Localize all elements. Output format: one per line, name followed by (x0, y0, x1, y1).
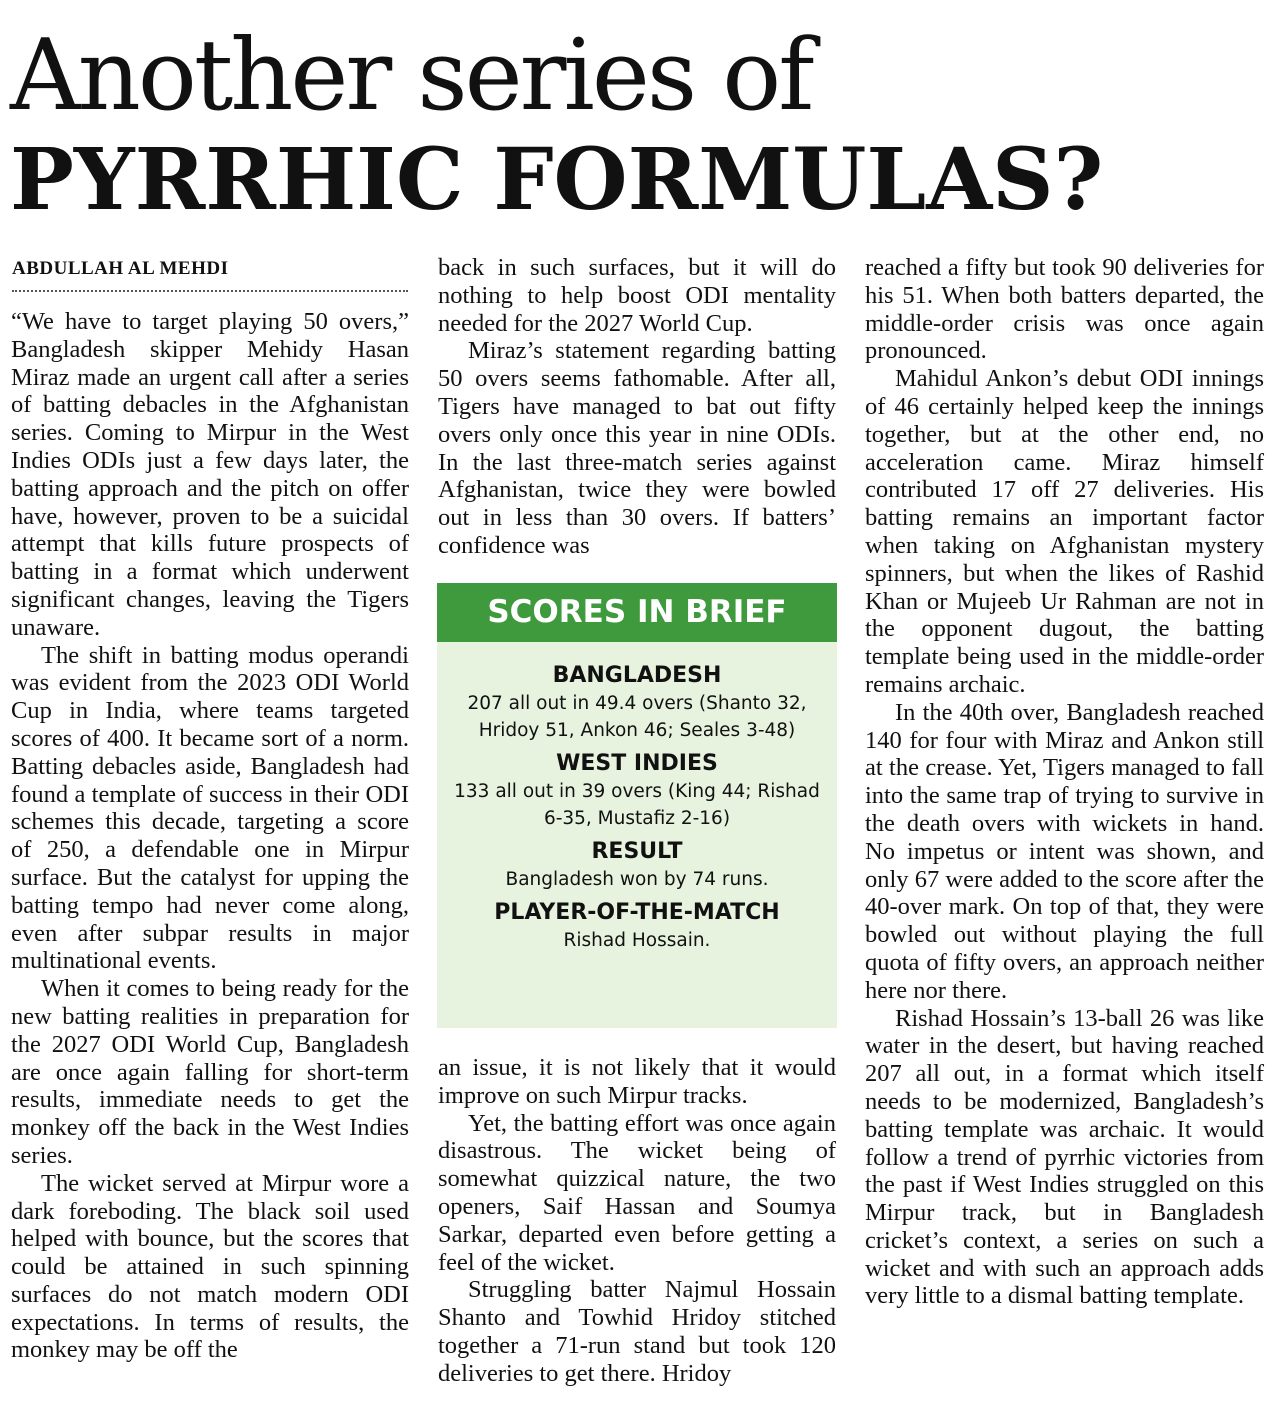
headline-line-2: PYRRHIC FORMULAS? (10, 130, 1104, 230)
result-label: RESULT (591, 839, 683, 864)
paragraph: Rishad Hossain’s 13-ball 26 was like water in the desert, but having reached 207 all out, in a format which itself needs to be modernized, Bangladesh’s batting template was archaic. It would follow a trend of pyrrhic victories from the past if West Indies struggled on this Mirpur track, but in Bangladesh cricket’s context, a series on such a wicket and with such an approach adds very little to a dismal batting template. (865, 1004, 1264, 1310)
scores-in-brief-box (437, 583, 837, 1028)
paragraph: In the 40th over, Bangladesh reached 140 for four with Miraz and Ankon still at the crease. Yet, Tigers managed to fall into the same trap of trying to survive in the death overs with wickets in hand. No impetus or intent was shown, and only 67 were added to the score after the 40-over mark. On top of that, they were bowled out without playing the full quota of fifty overs, an approach neither here nor there. (865, 698, 1264, 1004)
scores-box-title: SCORES IN BRIEF (437, 583, 837, 642)
paragraph: The shift in batting modus operandi was evident from the 2023 ODI World Cup in India, where teams targeted scores of 400. It became sort of a norm. Batting debacles aside, Bangladesh had found a template of success in their ODI schemes this decade, targeting a score of 250, a defendable one in Mirpur surface. But the catalyst for upping the batting tempo had never come along, even after subpar results in major multinational events. (11, 641, 409, 975)
paragraph: Yet, the batting effort was once again disastrous. The wicket being of somewhat quizzical nature, the two openers, Saif Hassan and Soumya Sarkar, departed even before getting a feel of the wicket. (438, 1109, 836, 1276)
west-indies-label: WEST INDIES (556, 751, 718, 776)
west-indies-score: 133 all out in 39 overs (King 44; Rishad 6-35, Mustafiz 2-16) (454, 781, 820, 829)
paragraph: “We have to target playing 50 overs,” Bangladesh skipper Mehidy Hasan Miraz made an urgent call after a series of batting debacles in the Afghanistan series. Coming to Mirpur in the West Indies ODIs just a few days later, the batting approach and the pitch on offer have, however, proven to be a suicidal attempt that kills future prospects of batting in a format which underwent significant changes, leaving the Tigers unaware. (11, 308, 409, 641)
article-column-1 (11, 308, 409, 1364)
paragraph: Miraz’s statement regarding batting 50 overs seems fathomable. After all, Tigers have managed to bat out fifty overs only once this year in nine ODIs. In the last three-match series against Afghanistan, twice they were bowled out in less than 30 overs. If batters’ confidence was (438, 337, 836, 559)
result-text: Bangladesh won by 74 runs. (505, 869, 769, 890)
potm-text: Rishad Hossain. (563, 930, 711, 951)
bangladesh-score: 207 all out in 49.4 overs (Shanto 32, Hridoy 51, Ankon 46; Seales 3-48) (467, 693, 807, 741)
paragraph: an issue, it is not likely that it would improve on such Mirpur tracks. (438, 1054, 836, 1109)
bangladesh-label: BANGLADESH (552, 663, 722, 688)
potm-label: PLAYER-OF-THE-MATCH (494, 900, 780, 925)
paragraph: reached a fifty but took 90 deliveries for his 51. When both batters departed, the middle-order crisis was once again pronounced. (865, 254, 1264, 365)
article-column-2-bottom (438, 1054, 836, 1388)
paragraph: The wicket served at Mirpur wore a dark foreboding. The black soil used helped with bounce, but the scores that could be attained in such spinning surfaces do not match modern ODI expectations. In terms of results, the monkey may be off the (11, 1169, 409, 1364)
paragraph: When it comes to being ready for the new batting realities in preparation for the 2027 ODI World Cup, Bangladesh are once again falling for short-term results, immediate needs to get the monkey off the back in the West Indies series. (11, 975, 409, 1169)
paragraph: back in such surfaces, but it will do nothing to help boost ODI mentality needed for the 2027 World Cup. (438, 254, 836, 337)
article-column-3 (865, 254, 1264, 1310)
paragraph: Mahidul Ankon’s debut ODI innings of 46 certainly helped keep the innings together, but at the other end, no acceleration came. Miraz himself contributed 17 off 27 deliveries. His batting remains an important factor when taking on Afghanistan mystery spinners, but when the likes of Rashid Khan or Mujeeb Ur Rahman are not in the opponent dugout, the batting template being used in the middle-order remains archaic. (865, 365, 1264, 698)
headline-line-1: Another series of (10, 19, 812, 133)
paragraph: Struggling batter Najmul Hossain Shanto and Towhid Hridoy stitched together a 71-run stand but took 120 deliveries to get there. Hridoy (438, 1276, 836, 1387)
article-column-2-top (438, 254, 836, 560)
byline: ABDULLAH AL MEHDI (12, 258, 408, 292)
